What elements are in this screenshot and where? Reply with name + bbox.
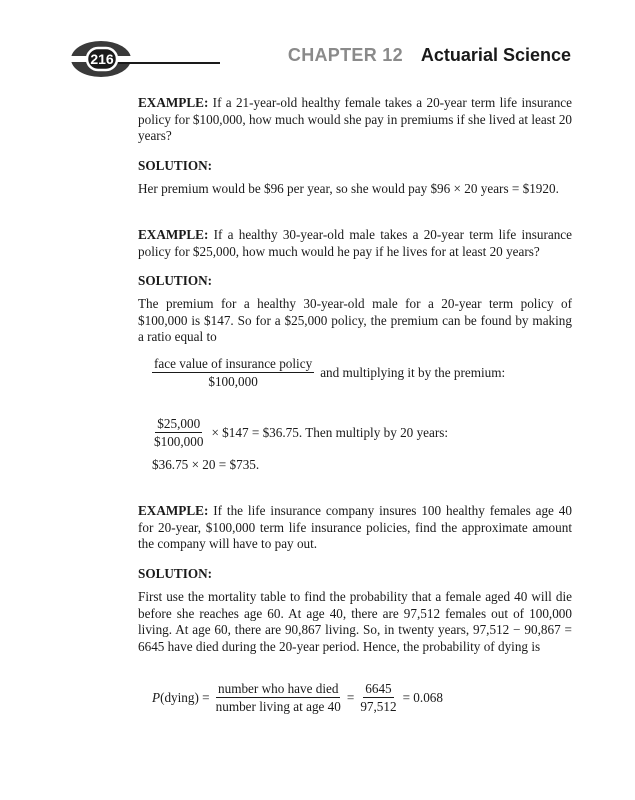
ratio-fraction xyxy=(152,355,314,390)
chapter-title: Actuarial Science xyxy=(420,45,571,65)
solution-2-heading: SOLUTION: xyxy=(138,273,213,288)
prob-lhs-rest: (dying) = xyxy=(160,689,210,705)
calc-fraction xyxy=(152,415,205,450)
prob-equals: = xyxy=(346,689,355,705)
chapter-label: CHAPTER 12 xyxy=(287,45,403,65)
example-3-text xyxy=(138,503,572,553)
calc-denominator: $100,000 xyxy=(154,434,204,449)
solution-2-text: The premium for a healthy 30-year-old male for a 20-year term policy of $100,000 is $147. So for a $25,000 policy, the premium can be found by making a ratio equal to xyxy=(138,296,572,344)
calc-numerator: $25,000 xyxy=(157,416,201,431)
ratio-numerator: face value of insurance policy xyxy=(154,356,313,371)
prob-denominator-words: number living at age 40 xyxy=(215,699,341,714)
example-2-label: EXAMPLE: xyxy=(138,227,209,242)
prob-p-symbol: P xyxy=(152,689,161,705)
prob-numerator-words: number who have died xyxy=(218,681,339,696)
example-1-text xyxy=(138,95,572,145)
ratio-equation xyxy=(152,355,505,390)
solution-1-text: Her premium would be $96 per year, so she would pay $96 × 20 years = $1920. xyxy=(138,181,559,196)
example-2-question: If a healthy 30-year-old male takes a 20-year term life insurance policy for $25,000, how much would he pay if he lives for at least 20 years? xyxy=(138,227,572,259)
example-2-text xyxy=(138,227,572,260)
chapter-heading xyxy=(288,45,571,66)
calc-after-text: × $147 = $36.75. Then multiply by 20 years: xyxy=(211,424,449,440)
solution-1-heading: SOLUTION: xyxy=(138,158,213,173)
page-number: 216 xyxy=(90,51,114,67)
example-3-label: EXAMPLE: xyxy=(138,503,209,518)
solution-3-text: First use the mortality table to find the probability that a female aged 40 will die before she reaches age 60. At age 40, there are 97,512 females out of 100,000 living. At age 60, there are 90,867 living. So, in twenty years, 97,512 − 90,867 = 6645 have died during the 20-year period. Hence, the probability of dying is xyxy=(138,589,572,654)
prob-numerator-number: 6645 xyxy=(365,681,392,696)
example-1-label: EXAMPLE: xyxy=(138,95,209,110)
prob-fraction-numbers xyxy=(358,680,398,715)
prob-result: = 0.068 xyxy=(402,689,443,705)
final-calculation: $36.75 × 20 = $735. xyxy=(152,457,260,472)
probability-equation xyxy=(152,680,443,715)
example-3-question: If the life insurance company insures 100 healthy females age 40 for 20-year, $100,000 term life insurance policies, find the approximate amount the company will have to pay out. xyxy=(138,503,572,551)
header-rule xyxy=(118,62,220,64)
ratio-after-text: and multiplying it by the premium: xyxy=(320,364,506,380)
prob-denominator-number: 97,512 xyxy=(360,699,397,714)
page-number-badge xyxy=(70,40,132,78)
solution-3-heading: SOLUTION: xyxy=(138,566,213,581)
example-1-question: If a 21-year-old healthy female takes a 20-year term life insurance policy for $100,000, how much would she pay in premiums if she lived at least 20 years? xyxy=(138,95,573,143)
ratio-denominator: $100,000 xyxy=(208,374,258,389)
prob-lhs xyxy=(152,690,210,706)
prob-fraction-words xyxy=(214,680,343,715)
premium-calculation xyxy=(152,415,448,450)
